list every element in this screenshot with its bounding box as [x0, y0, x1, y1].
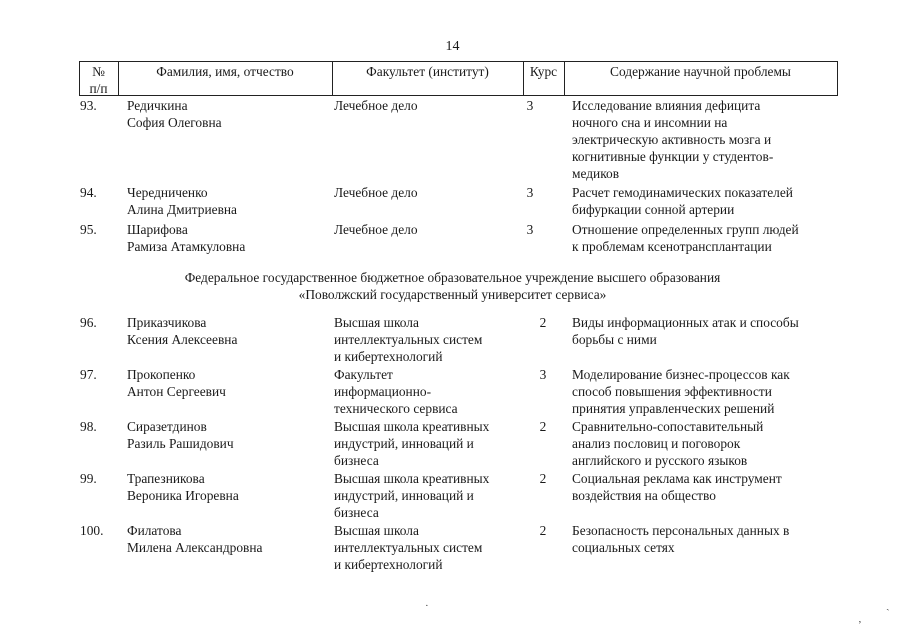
given-names: Милена Александровна — [127, 540, 263, 555]
topic-line: Исследование влияния дефицита — [572, 98, 761, 113]
surname: Сиразетдинов — [127, 419, 207, 434]
given-names: Ксения Алексеевна — [127, 332, 238, 347]
faculty-line: интеллектуальных систем — [334, 332, 483, 347]
institution-title-line1: Федеральное государственное бюджетное образовательное учреждение высшего образования — [184, 270, 721, 285]
student-name — [127, 418, 234, 452]
course: 2 — [539, 419, 547, 434]
given-names: Алина Дмитриевна — [127, 202, 238, 217]
research-topic — [572, 97, 773, 182]
row-number: 100. — [80, 523, 104, 538]
row-number: 97. — [80, 367, 97, 382]
topic-line: социальных сетях — [572, 540, 675, 555]
topic-line: Отношение определенных групп людей — [572, 222, 799, 237]
given-names: Антон Сергеевич — [127, 384, 226, 399]
surname: Филатова — [127, 523, 182, 538]
faculty-line: Высшая школа — [334, 523, 419, 538]
faculty-line: интеллектуальных систем — [334, 540, 483, 555]
student-name — [127, 97, 222, 131]
faculty-line: бизнеса — [334, 453, 379, 468]
faculty-line: Высшая школа креативных — [334, 419, 490, 434]
surname: Шарифова — [127, 222, 188, 237]
student-name — [127, 522, 262, 556]
research-topic — [572, 470, 782, 504]
faculty — [334, 366, 458, 417]
faculty-line: бизнеса — [334, 505, 379, 520]
topic-line: Виды информационных атак и способы — [572, 315, 799, 330]
course: 3 — [526, 98, 534, 113]
surname: Чередниченко — [127, 185, 208, 200]
faculty-line: Факультет — [334, 367, 393, 382]
course: 3 — [526, 185, 534, 200]
faculty — [334, 184, 418, 201]
course: 2 — [539, 523, 547, 538]
research-topic — [572, 221, 799, 255]
page-number: 14 — [445, 39, 460, 54]
given-names: София Олеговна — [127, 115, 222, 130]
faculty-line: индустрий, инноваций и — [334, 488, 474, 503]
topic-line: Расчет гемодинамических показателей — [572, 185, 793, 200]
faculty — [334, 418, 489, 469]
faculty — [334, 314, 482, 365]
research-topic — [572, 418, 763, 469]
surname: Приказчикова — [127, 315, 207, 330]
institution-title-line2: «Поволжский государственный университет сервиса» — [298, 287, 607, 302]
topic-line: Социальная реклама как инструмент — [572, 471, 782, 486]
row-number: 95. — [80, 222, 97, 237]
faculty-line: технического сервиса — [334, 401, 458, 416]
topic-line: воздействия на общество — [572, 488, 716, 503]
surname: Прокопенко — [127, 367, 196, 382]
given-names: Разиль Рашидович — [127, 436, 234, 451]
header-name: Фамилия, имя, отчество — [156, 64, 294, 79]
student-name — [127, 470, 239, 504]
faculty-line: индустрий, инноваций и — [334, 436, 474, 451]
row-number: 99. — [80, 471, 97, 486]
header-number-line2: п/п — [89, 81, 108, 96]
row-number: 93. — [80, 98, 97, 113]
research-topic — [572, 522, 789, 556]
surname: Трапезникова — [127, 471, 205, 486]
given-names: Рамиза Атамкуловна — [127, 239, 246, 254]
faculty — [334, 97, 418, 114]
header-faculty: Факультет (институт) — [366, 64, 489, 79]
topic-line: Сравнительно-сопоставительный — [572, 419, 764, 434]
faculty-line: информационно- — [334, 384, 432, 399]
topic-line: когнитивные функции у студентов- — [572, 149, 774, 164]
student-name — [127, 221, 245, 255]
student-name — [127, 314, 237, 348]
scan-speck: ˏ — [886, 599, 890, 611]
header-course: Курс — [529, 64, 558, 79]
institution-title — [0, 269, 905, 303]
topic-line: бифуркации сонной артерии — [572, 202, 735, 217]
topic-line: Моделирование бизнес-процессов как — [572, 367, 790, 382]
given-names: Вероника Игоревна — [127, 488, 239, 503]
surname: Редичкина — [127, 98, 188, 113]
faculty-line: и кибертехнологий — [334, 557, 443, 572]
faculty — [334, 221, 418, 238]
scan-speck: ʼ — [858, 619, 862, 631]
faculty-line: Высшая школа — [334, 315, 419, 330]
student-name — [127, 366, 226, 400]
topic-line: способ повышения эффективности — [572, 384, 772, 399]
research-topic — [572, 184, 793, 218]
topic-line: принятия управленческих решений — [572, 401, 775, 416]
faculty-line: Лечебное дело — [334, 98, 418, 113]
course: 3 — [539, 367, 547, 382]
header-number — [79, 63, 118, 97]
topic-line: медиков — [572, 166, 620, 181]
row-number: 96. — [80, 315, 97, 330]
faculty-line: Лечебное дело — [334, 222, 418, 237]
course: 2 — [539, 471, 547, 486]
row-number: 94. — [80, 185, 97, 200]
topic-line: ночного сна и инсомнии на — [572, 115, 728, 130]
header-number-line1: № — [92, 64, 105, 79]
student-name — [127, 184, 237, 218]
topic-line: Безопасность персональных данных в — [572, 523, 790, 538]
topic-line: анализ пословиц и поговорок — [572, 436, 741, 451]
topic-line: электрическую активность мозга и — [572, 132, 772, 147]
scan-speck: · — [425, 600, 429, 612]
faculty-line: Лечебное дело — [334, 185, 418, 200]
header-topic: Содержание научной проблемы — [610, 64, 791, 79]
research-topic — [572, 366, 790, 417]
topic-line: к проблемам ксенотрансплантации — [572, 239, 772, 254]
topic-line: борьбы с ними — [572, 332, 657, 347]
research-topic — [572, 314, 799, 348]
course: 3 — [526, 222, 534, 237]
row-number: 98. — [80, 419, 97, 434]
course: 2 — [539, 315, 547, 330]
faculty-line: Высшая школа креативных — [334, 471, 490, 486]
table-header — [79, 61, 838, 96]
faculty — [334, 522, 482, 573]
topic-line: английского и русского языков — [572, 453, 748, 468]
faculty — [334, 470, 489, 521]
faculty-line: и кибертехнологий — [334, 349, 443, 364]
